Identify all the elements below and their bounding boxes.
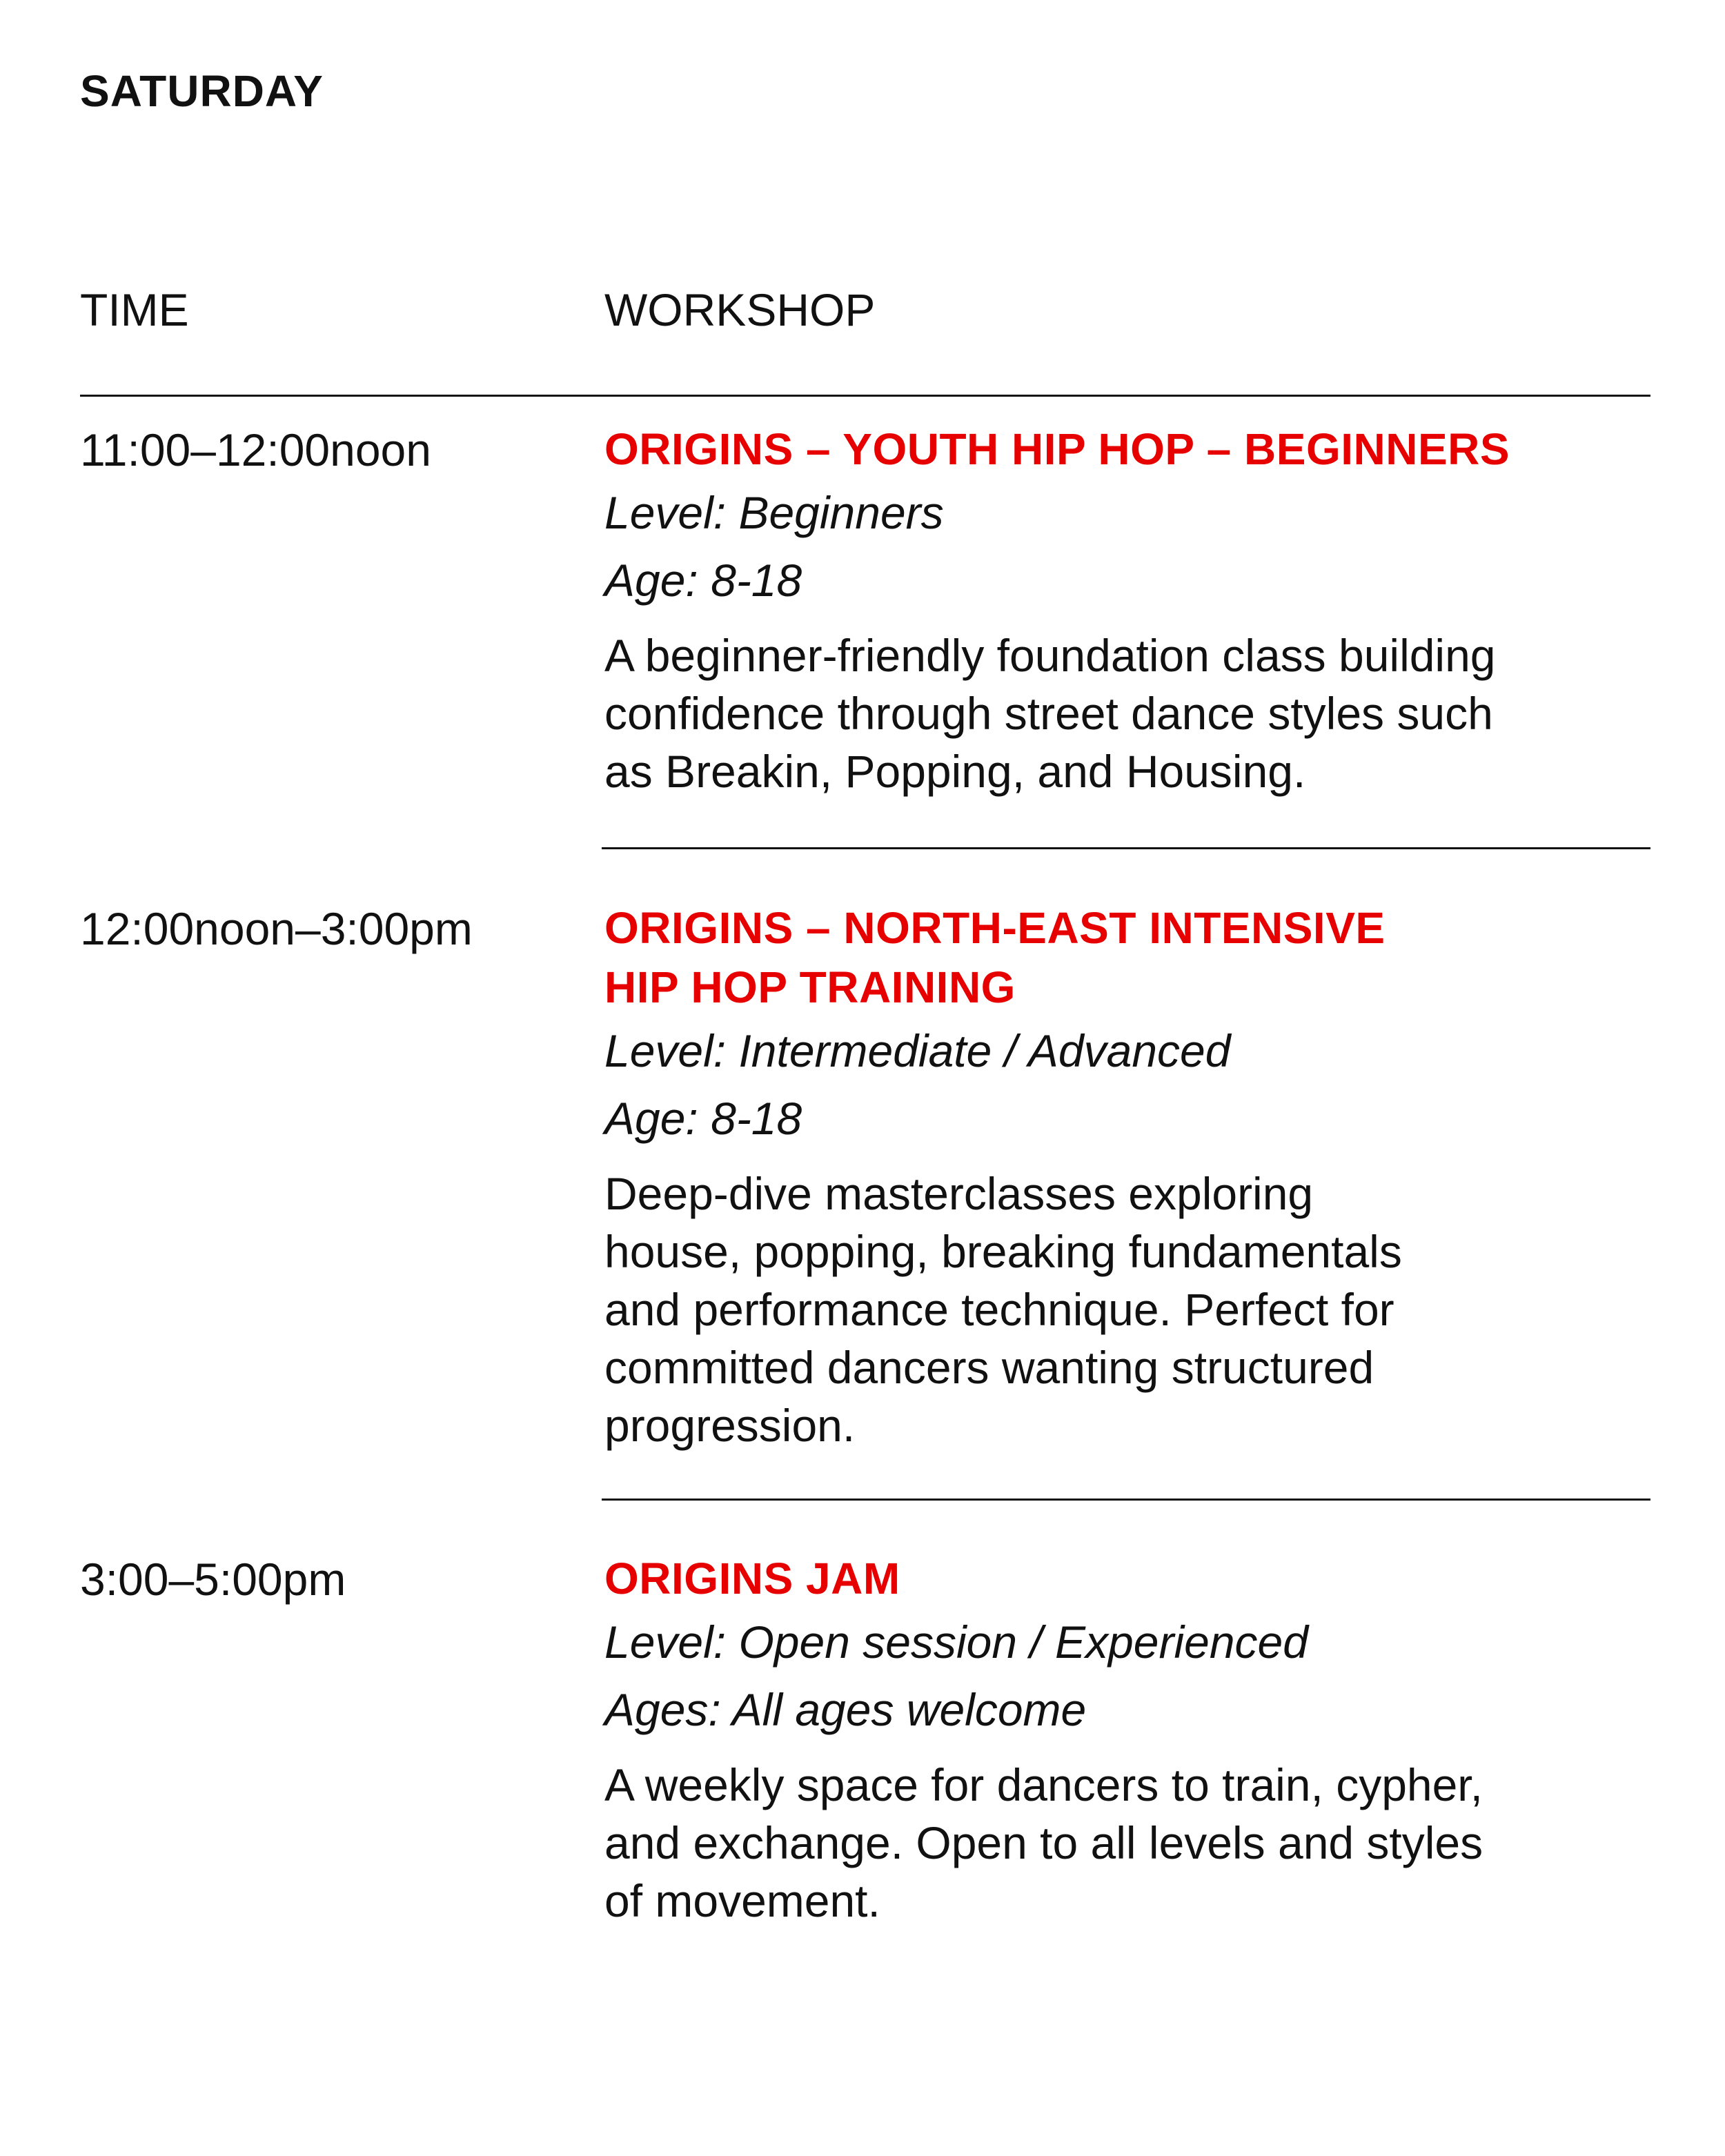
- workshop-column-header: WORKSHOP: [604, 284, 876, 335]
- time-column-header: TIME: [80, 284, 189, 335]
- workshop-title: ORIGINS – YOUTH HIP HOP – BEGINNERS: [604, 424, 1510, 474]
- day-title: SATURDAY: [80, 66, 324, 116]
- workshop-details: [604, 1549, 1639, 1930]
- session-time: 3:00–5:00pm: [80, 1554, 346, 1605]
- workshop-description: A beginner-friendly foundation class building confidence through street dance styles such as Breakin, Popping, and Housing.: [604, 630, 1496, 797]
- session-time: 11:00–12:00noon: [80, 424, 431, 475]
- workshop-title: ORIGINS JAM: [604, 1554, 900, 1603]
- session-time: 12:00noon–3:00pm: [80, 903, 473, 954]
- workshop-age: Age: 8-18: [604, 555, 802, 606]
- workshop-age: Ages: All ages welcome: [604, 1684, 1087, 1735]
- row-divider: [602, 847, 1650, 849]
- header-divider: [80, 395, 1650, 397]
- workshop-level: Level: Beginners: [604, 487, 944, 538]
- workshop-level: Level: Open session / Experienced: [604, 1616, 1308, 1668]
- workshop-details: [604, 898, 1639, 1454]
- workshop-description: Deep-dive masterclasses exploring house, popping, breaking fundamentals and performance technique. Perfect for committed dancers wanting structured progression.: [604, 1168, 1402, 1451]
- workshop-details: [604, 419, 1639, 800]
- workshop-age: Age: 8-18: [604, 1093, 802, 1144]
- workshop-title: ORIGINS – NORTH-EAST INTENSIVE HIP HOP TRAINING: [604, 903, 1386, 1012]
- workshop-level: Level: Intermediate / Advanced: [604, 1025, 1231, 1076]
- row-divider: [602, 1499, 1650, 1501]
- workshop-description: A weekly space for dancers to train, cypher, and exchange. Open to all levels and styles of movement.: [604, 1759, 1483, 1926]
